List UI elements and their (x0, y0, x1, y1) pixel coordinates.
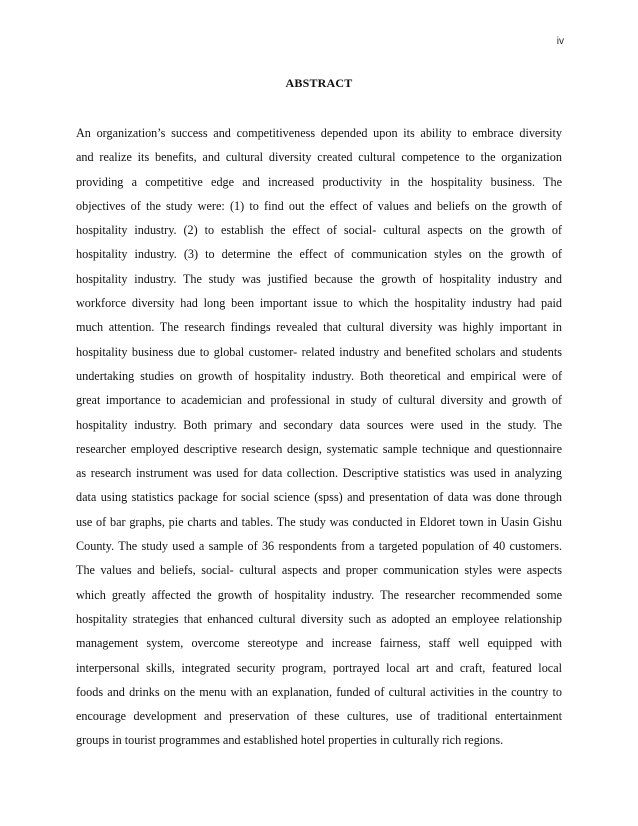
abstract-line: great importance to academician and professional in study of cultural diversity and growth of (76, 393, 562, 408)
abstract-line: hospitality industry. Both primary and secondary data sources were used in the study. The (76, 417, 562, 432)
abstract-line: which greatly affected the growth of hospitality industry. The researcher recommended some (76, 587, 562, 602)
abstract-heading: ABSTRACT (285, 76, 353, 90)
abstract-line: as research instrument was used for data collection. Descriptive statistics was used in analyzing (76, 466, 562, 481)
abstract-line: hospitality industry. (2) to establish the effect of social- cultural aspects on the growth of (76, 223, 562, 238)
abstract-line: researcher employed descriptive research design, systematic sample technique and questionnaire (76, 441, 562, 456)
abstract-line: management system, overcome stereotype and increase fairness, staff well equipped with (76, 636, 562, 651)
abstract-line: undertaking studies on growth of hospitality industry. Both theoretical and empirical were of (76, 368, 562, 383)
abstract-line: An organization’s success and competitiveness depended upon its ability to embrace diversity (76, 126, 562, 140)
abstract-line: objectives of the study were: (1) to find out the effect of values and beliefs on the growth of (76, 198, 562, 213)
abstract-line: hospitality strategies that enhanced cultural diversity such as adopted an employee relationship (76, 611, 562, 626)
page-number: iv (556, 36, 564, 47)
abstract-line: groups in tourist programmes and established hotel properties in culturally rich regions. (76, 733, 504, 748)
abstract-line: and realize its benefits, and cultural diversity created cultural competence to the organization (76, 150, 562, 165)
abstract-line: use of bar graphs, pie charts and tables. The study was conducted in Eldoret town in Uasin Gishu (76, 514, 562, 529)
abstract-body (76, 121, 562, 753)
abstract-line: providing a competitive edge and increased productivity in the hospitality business. The (76, 174, 562, 189)
abstract-line: County. The study used a sample of 36 respondents from a targeted population of 40 customers. (76, 539, 562, 554)
abstract-line: foods and drinks on the menu with an explanation, funded of cultural activities in the country to (76, 684, 562, 699)
abstract-line: hospitality industry. (3) to determine the effect of communication styles on the growth of (76, 247, 562, 262)
abstract-line: interpersonal skills, integrated security program, portrayed local art and craft, featured local (76, 660, 562, 675)
abstract-line: workforce diversity had long been important issue to which the hospitality industry had paid (76, 296, 562, 311)
abstract-line: hospitality business due to global customer- related industry and benefited scholars and students (76, 344, 562, 359)
abstract-line: data using statistics package for social science (spss) and presentation of data was done through (76, 490, 562, 505)
abstract-line: encourage development and preservation of these cultures, use of traditional entertainment (76, 709, 562, 724)
abstract-line: hospitality industry. The study was justified because the growth of hospitality industry and (76, 271, 562, 286)
abstract-line: The values and beliefs, social- cultural aspects and proper communication styles were aspects (76, 563, 562, 578)
abstract-line: much attention. The research findings revealed that cultural diversity was highly important in (76, 320, 562, 335)
